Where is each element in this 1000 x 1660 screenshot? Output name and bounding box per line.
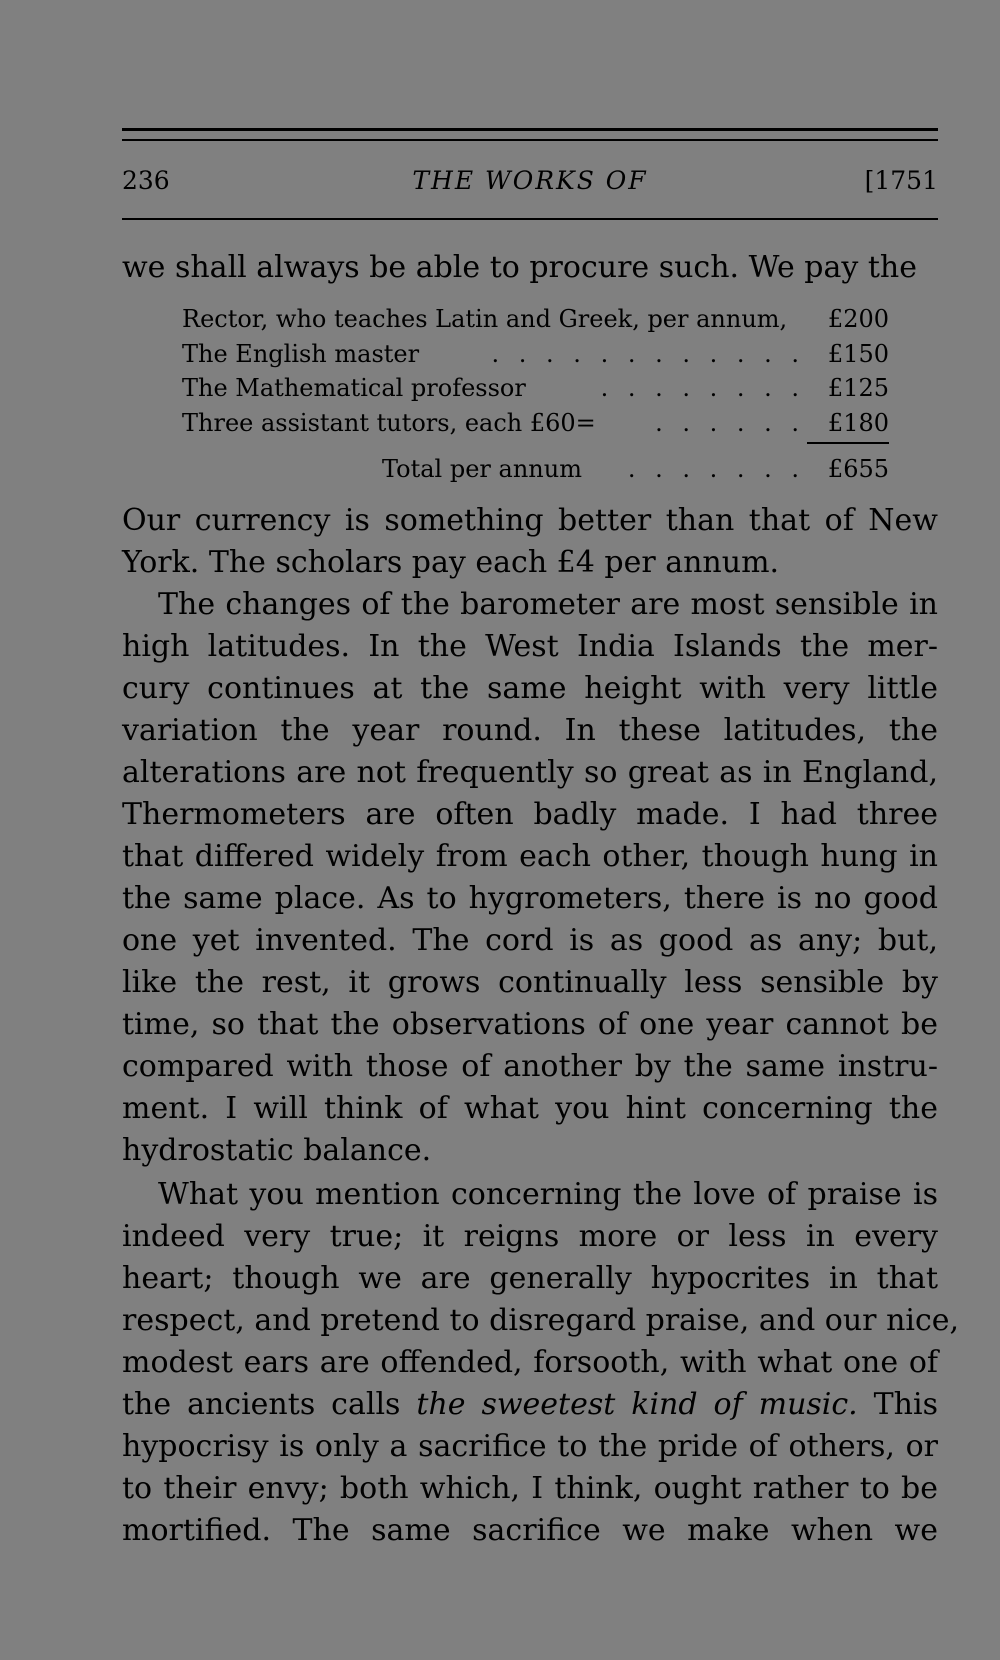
- salary-amount: £180: [827, 408, 889, 437]
- salary-label: The Mathematical professor: [182, 374, 526, 402]
- text-line: What you mention concerning the love of praise is: [158, 1177, 938, 1212]
- salary-amount: £200: [827, 305, 889, 333]
- text-line: that differed widely from each other, though hung in: [122, 839, 938, 874]
- text-span: the ancients calls: [122, 1387, 417, 1422]
- text-line: indeed very true; it reigns more or less in every: [122, 1219, 938, 1254]
- text-line: to their envy; both which, I think, ought rather to be: [122, 1471, 938, 1506]
- paragraph-barometer: [122, 584, 938, 1172]
- text-line: cury continues at the same height with very little: [122, 671, 938, 706]
- total-label: Total per annum: [382, 455, 582, 483]
- header-double-rule: [122, 128, 938, 141]
- paragraph-currency: [122, 500, 938, 584]
- text-line: hypocrisy is only a sacrifice to the pride of others, or: [122, 1429, 938, 1464]
- salary-amount: £150: [827, 339, 889, 368]
- text-line: like the rest, it grows continually less sensible by: [122, 965, 938, 1000]
- text-line: one yet invented. The cord is as good as any; but,: [122, 923, 938, 958]
- text-line: modest ears are offended, forsooth, with what one of: [122, 1345, 938, 1380]
- sum-rule: [807, 442, 889, 444]
- text-line: hydrostatic balance.: [122, 1133, 432, 1168]
- text-line: The changes of the barometer are most sensible in: [158, 587, 938, 622]
- italic-quote: the sweetest kind of music.: [416, 1387, 858, 1422]
- text-span: This: [857, 1387, 938, 1422]
- salary-row: [182, 406, 889, 441]
- total-amount: £655: [827, 455, 889, 483]
- intro-text: [122, 247, 938, 289]
- leader-dots: . . . . . .: [655, 408, 805, 437]
- text-line: York. The scholars pay each £4 per annum.: [122, 545, 780, 580]
- running-year: [1751: [864, 166, 938, 195]
- text-line: heart; though we are generally hypocrites in that: [122, 1261, 938, 1296]
- salary-amount: £125: [827, 374, 889, 402]
- salary-label: Three assistant tutors, each £60=: [182, 408, 596, 437]
- salary-table: [182, 302, 889, 487]
- intro-line: we shall always be able to procure such. We pay the: [122, 250, 917, 285]
- text-line: Our currency is something better than that of New: [122, 503, 938, 538]
- salary-label: The English master: [182, 339, 420, 368]
- text-line: high latitudes. In the West India Islands the mer-: [122, 629, 938, 664]
- leader-dots: . . . . . . . . . . . .: [491, 339, 805, 368]
- running-title: THE WORKS OF: [412, 166, 648, 195]
- salary-row: [182, 302, 889, 337]
- text-line: ment. I will think of what you hint concerning the: [122, 1091, 938, 1126]
- text-line: the same place. As to hygrometers, there is no good: [122, 881, 938, 916]
- salary-label: Rector, who teaches Latin and Greek, per annum,: [182, 305, 788, 333]
- text-line: mortified. The same sacrifice we make when we: [122, 1513, 938, 1548]
- text-line-with-italic: [122, 1384, 938, 1426]
- leader-dots: . . . . . . .: [627, 455, 805, 483]
- leader-dots: . . . . . . . .: [600, 374, 805, 402]
- text-line: variation the year round. In these latitudes, the: [122, 713, 938, 748]
- salary-row: [182, 337, 889, 372]
- running-head: [122, 166, 938, 200]
- text-line: time, so that the observations of one year cannot be: [122, 1007, 938, 1042]
- total-row: [182, 452, 889, 487]
- paragraph-praise: [122, 1174, 960, 1552]
- header-rule: [122, 218, 938, 220]
- text-line: Thermometers are often badly made. I had three: [122, 797, 938, 832]
- text-line: respect, and pretend to disregard praise, and our nice,: [122, 1303, 960, 1338]
- text-line: alterations are not frequently so great as in England,: [122, 755, 938, 790]
- salary-row: [182, 371, 889, 406]
- page-number: 236: [122, 166, 170, 195]
- text-line: compared with those of another by the same instru-: [122, 1049, 938, 1084]
